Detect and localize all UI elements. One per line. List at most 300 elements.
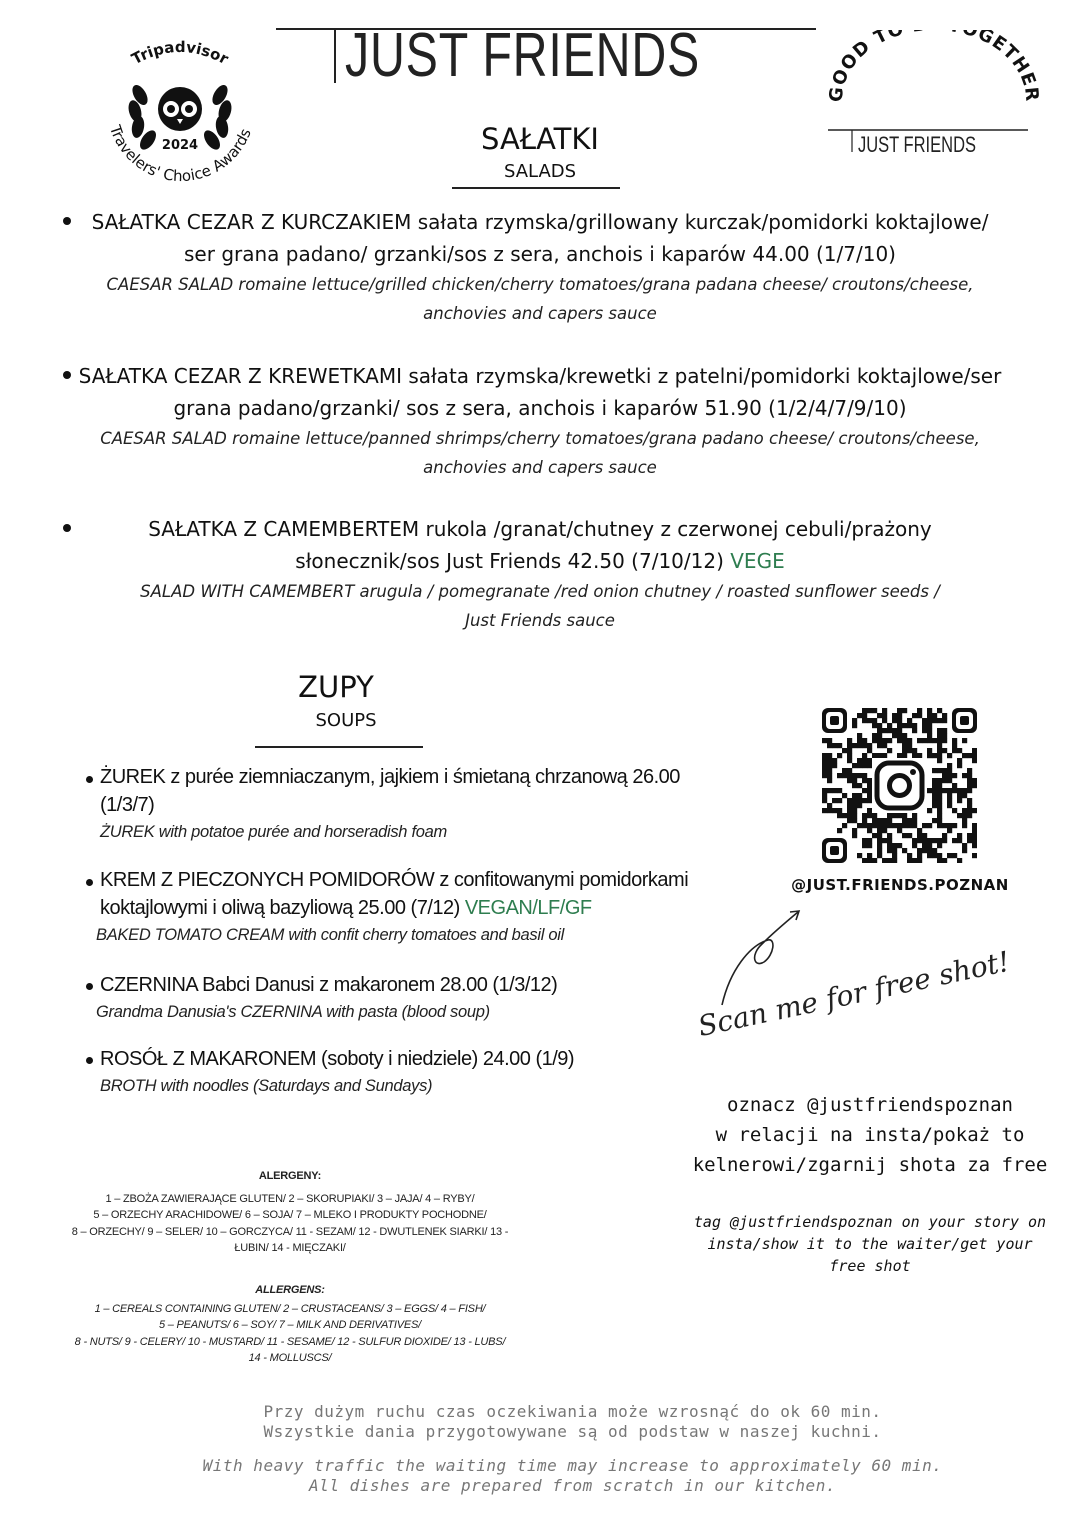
qr-module [867, 763, 872, 768]
qr-module [892, 848, 897, 853]
allergen-line: 1 – CEREALS CONTAINING GLUTEN/ 2 – CRUSTACEANS/ 3 – EGGS/ 4 – FISH/ [94, 1302, 486, 1315]
qr-module [932, 793, 937, 798]
qr-module [852, 833, 857, 838]
qr-module [872, 833, 877, 838]
qr-module [957, 788, 962, 793]
qr-module [867, 758, 872, 763]
qr-module [862, 708, 867, 713]
qr-module [837, 828, 842, 833]
qr-module [912, 858, 917, 863]
qr-module [967, 838, 972, 843]
qr-module [852, 818, 857, 823]
qr-module [952, 743, 957, 748]
qr-module [972, 853, 977, 858]
qr-module [947, 823, 952, 828]
qr-module [887, 738, 892, 743]
brand-left-rule [334, 28, 336, 83]
qr-finder-top-right [952, 708, 977, 733]
qr-module [892, 713, 897, 718]
qr-module [882, 823, 887, 828]
qr-module [892, 718, 897, 723]
soup-en-line: BROTH with noodles (Saturdays and Sundays) [100, 1077, 433, 1095]
tag-en-line: insta/show it to the waiter/get your [707, 1235, 1033, 1253]
qr-module [852, 763, 857, 768]
qr-module [962, 793, 967, 798]
qr-module [917, 848, 922, 853]
qr-module [932, 848, 937, 853]
qr-module [822, 763, 827, 768]
qr-module [902, 733, 907, 738]
qr-module [947, 763, 952, 768]
allergen-line: 5 – PEANUTS/ 6 – SOY/ 7 – MILK AND DERIVATIVES/ [158, 1319, 422, 1331]
qr-module [967, 773, 972, 778]
qr-module [942, 838, 947, 843]
qr-module [972, 833, 977, 838]
soup-pl-text: koktajlowymi i oliwą bazyliową 25.00 (7/12) [100, 897, 460, 919]
qr-module [952, 783, 957, 788]
qr-module [927, 718, 932, 723]
qr-module [952, 788, 957, 793]
soup-bullet [86, 776, 93, 783]
salads-rule [452, 187, 620, 189]
qr-module [962, 848, 967, 853]
qr-module [867, 718, 872, 723]
footer-en-line: With heavy traffic the waiting time may increase to approximately 60 min. [202, 1456, 943, 1475]
qr-module [847, 738, 852, 743]
allergens-en-heading: ALLERGENS: [255, 1284, 325, 1296]
qr-finder-top-left [822, 708, 847, 733]
qr-module [937, 853, 942, 858]
qr-module [912, 838, 917, 843]
qr-module [852, 773, 857, 778]
qr-module [967, 803, 972, 808]
qr-module [882, 828, 887, 833]
qr-module [872, 813, 877, 818]
tag-pl-line: w relacji na insta/pokaż to [715, 1124, 1025, 1146]
qr-module [932, 718, 937, 723]
qr-module [927, 723, 932, 728]
badge-year: 2024 [161, 138, 199, 153]
qr-module [832, 763, 837, 768]
soup-bullet [86, 879, 93, 886]
qr-module [967, 813, 972, 818]
soup-item-rosol [100, 1045, 740, 1099]
qr-module [932, 778, 937, 783]
qr-module [862, 823, 867, 828]
qr-module [847, 758, 852, 763]
qr-module [862, 843, 867, 848]
qr-module [937, 788, 942, 793]
qr-module [867, 853, 872, 858]
soups-rule [255, 746, 423, 748]
qr-module [917, 838, 922, 843]
qr-module [842, 793, 847, 798]
qr-module [852, 808, 857, 813]
allergens-pl-heading: ALERGENY: [258, 1170, 322, 1182]
qr-module [932, 788, 937, 793]
qr-module [942, 728, 947, 733]
qr-module [897, 713, 902, 718]
qr-module [872, 733, 877, 738]
salad-item-caesar-chicken [40, 206, 1040, 328]
qr-module [927, 823, 932, 828]
qr-module [927, 713, 932, 718]
qr-module [862, 763, 867, 768]
tag-instructions-en [690, 1211, 1050, 1277]
soup-pl-line: (1/3/7) [100, 794, 155, 816]
qr-module [892, 853, 897, 858]
qr-module [882, 718, 887, 723]
qr-module [922, 718, 927, 723]
svg-text:Travelers' Choice Awards [106, 122, 255, 185]
qr-module [867, 823, 872, 828]
qr-module [937, 768, 942, 773]
qr-module [907, 743, 912, 748]
qr-module [942, 858, 947, 863]
qr-module [907, 723, 912, 728]
qr-module [937, 843, 942, 848]
qr-module [867, 788, 872, 793]
qr-module [917, 738, 922, 743]
qr-module [887, 858, 892, 863]
qr-module [937, 738, 942, 743]
qr-module [857, 803, 862, 808]
qr-module [877, 728, 882, 733]
tripadvisor-badge [85, 25, 275, 195]
qr-module [907, 718, 912, 723]
qr-module [942, 768, 947, 773]
qr-module [862, 773, 867, 778]
qr-module [967, 778, 972, 783]
qr-module [887, 728, 892, 733]
soup-en-line: BAKED TOMATO CREAM with confit cherry tomatoes and basil oil [96, 926, 565, 944]
salads-subtitle: SALADS [503, 161, 577, 182]
qr-module [947, 828, 952, 833]
qr-module [887, 833, 892, 838]
qr-module [897, 753, 902, 758]
salad-en-line: Just Friends sauce [465, 611, 615, 630]
allergens-en [40, 1282, 540, 1367]
allergen-line: 8 – ORZECHY/ 9 – SELER/ 10 – GORCZYCA/ 11 - SEZAM/ 12 - DWUTLENEK SIARKI/ 13 - [71, 1225, 509, 1238]
qr-module [857, 853, 862, 858]
allergen-line: ŁUBIN/ 14 - MIĘCZAKI/ [234, 1242, 346, 1254]
qr-module [927, 728, 932, 733]
soup-item-czernina [96, 971, 740, 1025]
qr-module [847, 748, 852, 753]
svg-text:Tripadvisor [129, 38, 232, 68]
qr-module [942, 733, 947, 738]
qr-module [837, 798, 842, 803]
qr-module [832, 758, 837, 763]
qr-module [832, 798, 837, 803]
qr-module [957, 858, 962, 863]
qr-module [962, 738, 967, 743]
qr-module [917, 828, 922, 833]
qr-module [967, 788, 972, 793]
qr-module [887, 818, 892, 823]
qr-module [927, 748, 932, 753]
qr-module [862, 838, 867, 843]
qr-module [972, 843, 977, 848]
qr-module [852, 813, 857, 818]
qr-module [972, 783, 977, 788]
qr-module [942, 773, 947, 778]
qr-module [862, 798, 867, 803]
salad-pl-line: ser grana padano/ grzanki/sos z sera, anchois i kaparów 44.00 (1/7/10) [184, 242, 896, 266]
qr-module [937, 708, 942, 713]
qr-module [937, 803, 942, 808]
qr-module [937, 838, 942, 843]
qr-module [852, 828, 857, 833]
qr-module [927, 853, 932, 858]
qr-module [947, 768, 952, 773]
soup-en-line: Grandma Danusia's CZERNINA with pasta (blood soup) [96, 1003, 490, 1021]
footer-pl-line: Przy dużym ruchu czas oczekiwania może wzrosnąć do ok 60 min. [263, 1402, 882, 1421]
qr-module [962, 818, 967, 823]
qr-module [897, 738, 902, 743]
qr-module [827, 753, 832, 758]
qr-module [952, 838, 957, 843]
qr-module [852, 798, 857, 803]
qr-module [847, 798, 852, 803]
qr-module [822, 768, 827, 773]
qr-module [942, 718, 947, 723]
qr-module [937, 778, 942, 783]
qr-module [852, 718, 857, 723]
instagram-qr-code[interactable] [822, 708, 977, 863]
badge-award: Travelers' Choice Awards [105, 122, 255, 186]
qr-module [877, 828, 882, 833]
qr-module [822, 758, 827, 763]
qr-module [837, 743, 842, 748]
qr-module [972, 758, 977, 763]
qr-module [867, 748, 872, 753]
qr-module [877, 823, 882, 828]
qr-module [872, 858, 877, 863]
qr-module [962, 753, 967, 758]
qr-module [902, 848, 907, 853]
qr-module [937, 858, 942, 863]
qr-module [912, 753, 917, 758]
footer-notice-pl [60, 1402, 1080, 1442]
qr-module [882, 708, 887, 713]
footer-notice-en [40, 1456, 1080, 1496]
salad-en-line: SALAD WITH CAMEMBERT arugula / pomegranate /red onion chutney / roasted sunflower seeds / [140, 582, 940, 601]
qr-module [832, 788, 837, 793]
qr-module [902, 748, 907, 753]
qr-module [862, 818, 867, 823]
vege-tag: VEGE [730, 549, 785, 573]
brand-title: JUST FRIENDS [345, 21, 701, 90]
qr-module [867, 778, 872, 783]
soup-bullet [86, 983, 93, 990]
svg-text:GOOD TO BE TOGETHER [826, 30, 1043, 103]
qr-module [862, 713, 867, 718]
salad-pl-text: słonecznik/sos Just Friends 42.50 (7/10/12) [295, 549, 724, 573]
qr-module [922, 738, 927, 743]
qr-module [902, 708, 907, 713]
soup-item-zurek [100, 763, 740, 845]
qr-module [852, 743, 857, 748]
qr-module [822, 798, 827, 803]
salad-pl-line: grana padano/grzanki/ sos z sera, anchois i kaparów 51.90 (1/2/4/7/9/10) [173, 396, 907, 420]
qr-module [842, 748, 847, 753]
qr-module [847, 753, 852, 758]
qr-module [952, 853, 957, 858]
qr-module [937, 743, 942, 748]
qr-module [907, 823, 912, 828]
qr-module [937, 823, 942, 828]
qr-module [902, 738, 907, 743]
qr-module [922, 833, 927, 838]
instagram-handle[interactable]: @JUST.FRIENDS.POZNAN [791, 876, 1009, 894]
qr-module [902, 723, 907, 728]
qr-module [872, 818, 877, 823]
tag-pl-line: oznacz @justfriendspoznan [727, 1094, 1013, 1116]
qr-module [917, 858, 922, 863]
qr-module [927, 733, 932, 738]
qr-module [972, 828, 977, 833]
qr-module [927, 848, 932, 853]
soup-pl-line-with-tag [100, 894, 740, 922]
qr-module [957, 793, 962, 798]
qr-module [847, 803, 852, 808]
footer-pl-line: Wszystkie dania przygotowywane są od podstaw w naszej kuchni. [263, 1422, 882, 1441]
qr-module [972, 753, 977, 758]
qr-module [957, 748, 962, 753]
qr-module [897, 708, 902, 713]
qr-module [912, 843, 917, 848]
salad-en-line: anchovies and capers sauce [423, 304, 657, 323]
qr-module [862, 813, 867, 818]
qr-module [912, 728, 917, 733]
qr-code-icon [822, 708, 977, 863]
stamp-brand: JUST FRIENDS [858, 132, 976, 157]
qr-module [932, 753, 937, 758]
qr-module [942, 788, 947, 793]
qr-module [837, 788, 842, 793]
qr-module [892, 813, 897, 818]
qr-module [952, 773, 957, 778]
qr-module [857, 793, 862, 798]
qr-module [872, 723, 877, 728]
qr-module [912, 813, 917, 818]
qr-module [857, 758, 862, 763]
salad-item-caesar-shrimp [40, 360, 1040, 482]
qr-module [947, 793, 952, 798]
qr-module [872, 823, 877, 828]
qr-module [937, 758, 942, 763]
qr-module [822, 793, 827, 798]
qr-module [917, 708, 922, 713]
qr-module [877, 843, 882, 848]
qr-module [842, 813, 847, 818]
footer-en-line: All dishes are prepared from scratch in our kitchen. [309, 1476, 836, 1495]
qr-module [862, 778, 867, 783]
slogan-stamp [820, 30, 1050, 160]
qr-module [967, 753, 972, 758]
qr-module [917, 833, 922, 838]
qr-module [862, 743, 867, 748]
instagram-icon [872, 758, 927, 813]
qr-module [867, 813, 872, 818]
qr-module [842, 773, 847, 778]
qr-module [887, 723, 892, 728]
qr-module [872, 753, 877, 758]
qr-module [852, 723, 857, 728]
qr-module [827, 773, 832, 778]
qr-module [932, 803, 937, 808]
qr-module [947, 803, 952, 808]
qr-module [877, 738, 882, 743]
qr-module [902, 743, 907, 748]
qr-module [897, 733, 902, 738]
qr-module [852, 778, 857, 783]
allergen-line: 14 - MOLLUSCS/ [248, 1352, 332, 1364]
qr-module [937, 813, 942, 818]
qr-module [957, 763, 962, 768]
qr-module [852, 803, 857, 808]
qr-module [907, 738, 912, 743]
qr-module [942, 748, 947, 753]
qr-module [932, 818, 937, 823]
qr-module [822, 788, 827, 793]
qr-module [857, 823, 862, 828]
tag-en-line: tag @justfriendspoznan on your story on [693, 1213, 1047, 1231]
qr-module [927, 753, 932, 758]
qr-module [967, 833, 972, 838]
allergen-line: 8 - NUTS/ 9 - CELERY/ 10 - MUSTARD/ 11 - SESAME/ 12 - SULFUR DIOXIDE/ 13 - LUBS/ [74, 1335, 506, 1348]
qr-module [827, 768, 832, 773]
qr-module [967, 783, 972, 788]
qr-module [942, 833, 947, 838]
qr-module [867, 808, 872, 813]
allergen-line: 1 – ZBOŻA ZAWIERAJĄCE GLUTEN/ 2 – SKORUPIAKI/ 3 – JAJA/ 4 – RYBY/ [105, 1192, 475, 1205]
qr-module [887, 748, 892, 753]
qr-module [827, 808, 832, 813]
qr-module [897, 823, 902, 828]
tripadvisor-label: Tripadvisor [128, 37, 232, 69]
qr-module [887, 838, 892, 843]
qr-module [847, 743, 852, 748]
qr-module [902, 818, 907, 823]
qr-module [937, 753, 942, 758]
qr-module [967, 798, 972, 803]
owl-icon [158, 87, 202, 131]
qr-module [932, 738, 937, 743]
qr-module [882, 818, 887, 823]
qr-module [907, 833, 912, 838]
qr-module [937, 748, 942, 753]
qr-module [867, 743, 872, 748]
qr-module [882, 713, 887, 718]
soup-pl-line: ŻUREK z purée ziemniaczanym, jajkiem i śmietaną chrzanową 26.00 [100, 766, 680, 788]
qr-module [972, 838, 977, 843]
qr-module [847, 778, 852, 783]
qr-module [967, 768, 972, 773]
soups-title: ZUPY [298, 670, 374, 704]
qr-module [827, 803, 832, 808]
qr-module [942, 778, 947, 783]
qr-module [952, 808, 957, 813]
qr-module [927, 843, 932, 848]
qr-module [867, 783, 872, 788]
qr-module [962, 808, 967, 813]
qr-module [957, 833, 962, 838]
qr-module [962, 813, 967, 818]
qr-module [897, 843, 902, 848]
qr-module [907, 858, 912, 863]
